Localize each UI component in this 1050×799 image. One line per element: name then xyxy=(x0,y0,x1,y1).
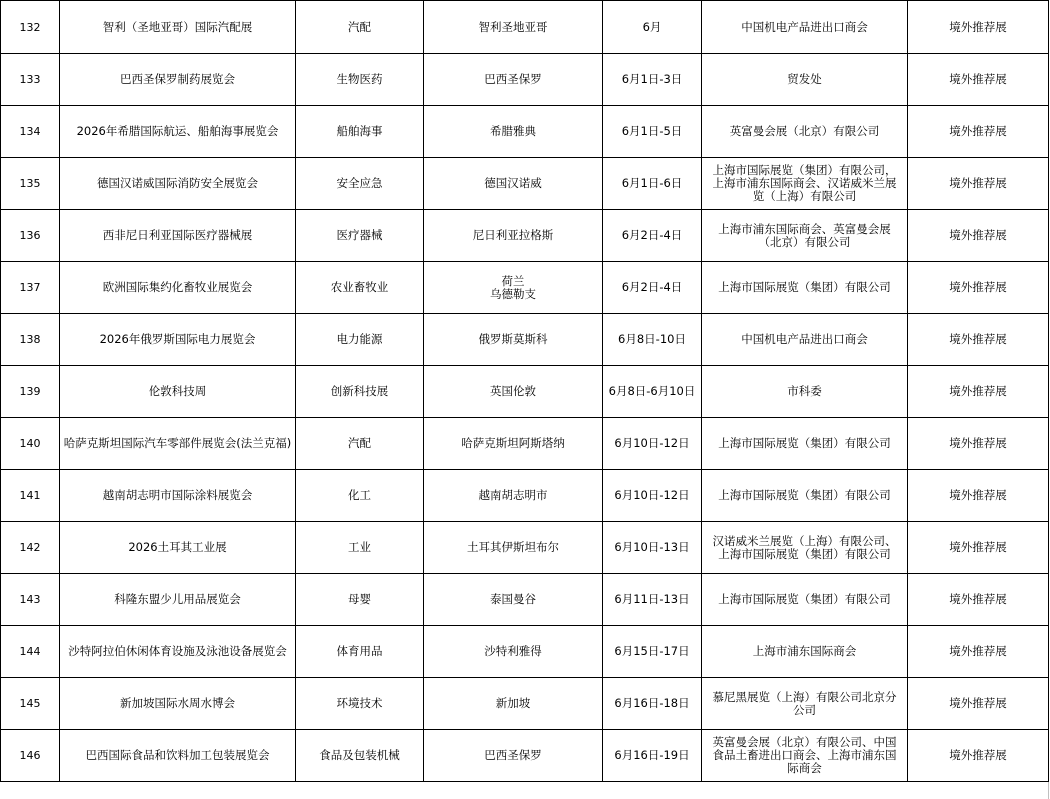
serial-number-cell[interactable]: 144 xyxy=(1,626,60,678)
exhibition-name-cell[interactable]: 伦敦科技周 xyxy=(60,366,296,418)
industry-cell[interactable]: 电力能源 xyxy=(296,314,424,366)
serial-number-cell[interactable]: 143 xyxy=(1,574,60,626)
exhibition-name-cell[interactable]: 2026年希腊国际航运、船舶海事展览会 xyxy=(60,106,296,158)
exhibition-type-cell[interactable]: 境外推荐展 xyxy=(908,574,1049,626)
date-cell[interactable]: 6月2日-4日 xyxy=(603,210,702,262)
date-cell[interactable]: 6月16日-19日 xyxy=(603,730,702,782)
serial-number-cell[interactable]: 135 xyxy=(1,158,60,210)
organizer-cell[interactable]: 中国机电产品进出口商会 xyxy=(702,1,908,54)
destination-cell[interactable]: 巴西圣保罗 xyxy=(424,730,603,782)
organizer-cell[interactable]: 中国机电产品进出口商会 xyxy=(702,314,908,366)
organizer-cell[interactable]: 市科委 xyxy=(702,366,908,418)
industry-cell[interactable]: 环境技术 xyxy=(296,678,424,730)
table-row xyxy=(1,366,1049,418)
table-row xyxy=(1,470,1049,522)
destination-cell[interactable]: 土耳其伊斯坦布尔 xyxy=(424,522,603,574)
industry-cell[interactable]: 母婴 xyxy=(296,574,424,626)
exhibition-name-cell[interactable]: 哈萨克斯坦国际汽车零部件展览会(法兰克福) xyxy=(60,418,296,470)
date-cell[interactable]: 6月16日-18日 xyxy=(603,678,702,730)
exhibition-name-cell[interactable]: 巴西国际食品和饮料加工包装展览会 xyxy=(60,730,296,782)
industry-cell[interactable]: 农业畜牧业 xyxy=(296,262,424,314)
table-row xyxy=(1,158,1049,210)
exhibition-name-cell[interactable]: 新加坡国际水周水博会 xyxy=(60,678,296,730)
date-cell[interactable]: 6月10日-12日 xyxy=(603,470,702,522)
table-row xyxy=(1,418,1049,470)
serial-number-cell[interactable]: 145 xyxy=(1,678,60,730)
destination-cell[interactable]: 英国伦敦 xyxy=(424,366,603,418)
date-cell[interactable]: 6月8日-6月10日 xyxy=(603,366,702,418)
organizer-cell[interactable]: 上海市国际展览（集团）有限公司 xyxy=(702,470,908,522)
serial-number-cell[interactable]: 140 xyxy=(1,418,60,470)
organizer-cell[interactable]: 上海市国际展览（集团）有限公司， 上海市浦东国际商会、汉诺威米兰展 览（上海）有限公司 xyxy=(702,158,908,210)
destination-cell[interactable]: 哈萨克斯坦阿斯塔纳 xyxy=(424,418,603,470)
date-cell[interactable]: 6月1日-5日 xyxy=(603,106,702,158)
date-cell[interactable]: 6月10日-12日 xyxy=(603,418,702,470)
table-row xyxy=(1,574,1049,626)
exhibition-name-cell[interactable]: 巴西圣保罗制药展览会 xyxy=(60,54,296,106)
exhibition-name-cell[interactable]: 智利（圣地亚哥）国际汽配展 xyxy=(60,1,296,54)
exhibition-type-cell[interactable]: 境外推荐展 xyxy=(908,210,1049,262)
exhibition-type-cell[interactable]: 境外推荐展 xyxy=(908,678,1049,730)
serial-number-cell[interactable]: 138 xyxy=(1,314,60,366)
exhibition-type-cell[interactable]: 境外推荐展 xyxy=(908,470,1049,522)
date-cell[interactable]: 6月2日-4日 xyxy=(603,262,702,314)
table-row xyxy=(1,262,1049,314)
industry-cell[interactable]: 船舶海事 xyxy=(296,106,424,158)
exhibition-type-cell[interactable]: 境外推荐展 xyxy=(908,106,1049,158)
organizer-cell[interactable]: 上海市国际展览（集团）有限公司 xyxy=(702,262,908,314)
exhibition-type-cell[interactable]: 境外推荐展 xyxy=(908,158,1049,210)
exhibition-name-cell[interactable]: 西非尼日利亚国际医疗器械展 xyxy=(60,210,296,262)
table-row xyxy=(1,626,1049,678)
table-row xyxy=(1,730,1049,782)
exhibition-type-cell[interactable]: 境外推荐展 xyxy=(908,418,1049,470)
serial-number-cell[interactable]: 141 xyxy=(1,470,60,522)
serial-number-cell[interactable]: 139 xyxy=(1,366,60,418)
exhibition-name-cell[interactable]: 越南胡志明市国际涂料展览会 xyxy=(60,470,296,522)
serial-number-cell[interactable]: 132 xyxy=(1,1,60,54)
destination-cell[interactable]: 尼日利亚拉格斯 xyxy=(424,210,603,262)
date-cell[interactable]: 6月1日-3日 xyxy=(603,54,702,106)
industry-cell[interactable]: 食品及包装机械 xyxy=(296,730,424,782)
table-row xyxy=(1,678,1049,730)
exhibition-type-cell[interactable]: 境外推荐展 xyxy=(908,262,1049,314)
date-cell[interactable]: 6月1日-6日 xyxy=(603,158,702,210)
exhibition-name-cell[interactable]: 2026土耳其工业展 xyxy=(60,522,296,574)
organizer-cell[interactable]: 上海市国际展览（集团）有限公司 xyxy=(702,418,908,470)
exhibition-name-cell[interactable]: 沙特阿拉伯休闲体育设施及泳池设备展览会 xyxy=(60,626,296,678)
organizer-cell[interactable]: 慕尼黑展览（上海）有限公司北京分 公司 xyxy=(702,678,908,730)
industry-cell[interactable]: 体育用品 xyxy=(296,626,424,678)
organizer-cell[interactable]: 上海市浦东国际商会、英富曼会展 （北京）有限公司 xyxy=(702,210,908,262)
destination-cell[interactable]: 希腊雅典 xyxy=(424,106,603,158)
exhibition-name-cell[interactable]: 2026年俄罗斯国际电力展览会 xyxy=(60,314,296,366)
industry-cell[interactable]: 生物医药 xyxy=(296,54,424,106)
serial-number-cell[interactable]: 134 xyxy=(1,106,60,158)
date-cell[interactable]: 6月 xyxy=(603,1,702,54)
exhibition-name-cell[interactable]: 科隆东盟少儿用品展览会 xyxy=(60,574,296,626)
organizer-cell[interactable]: 英富曼会展（北京）有限公司 xyxy=(702,106,908,158)
industry-cell[interactable]: 医疗器械 xyxy=(296,210,424,262)
serial-number-cell[interactable]: 137 xyxy=(1,262,60,314)
industry-cell[interactable]: 创新科技展 xyxy=(296,366,424,418)
exhibition-name-cell[interactable]: 欧洲国际集约化畜牧业展览会 xyxy=(60,262,296,314)
serial-number-cell[interactable]: 136 xyxy=(1,210,60,262)
exhibition-type-cell[interactable]: 境外推荐展 xyxy=(908,626,1049,678)
serial-number-cell[interactable]: 142 xyxy=(1,522,60,574)
destination-cell[interactable]: 智利圣地亚哥 xyxy=(424,1,603,54)
exhibition-type-cell[interactable]: 境外推荐展 xyxy=(908,314,1049,366)
table-row xyxy=(1,210,1049,262)
organizer-cell[interactable]: 上海市浦东国际商会 xyxy=(702,626,908,678)
exhibition-type-cell[interactable]: 境外推荐展 xyxy=(908,522,1049,574)
date-cell[interactable]: 6月10日-13日 xyxy=(603,522,702,574)
exhibition-type-cell[interactable]: 境外推荐展 xyxy=(908,54,1049,106)
destination-cell[interactable]: 沙特利雅得 xyxy=(424,626,603,678)
exhibition-type-cell[interactable]: 境外推荐展 xyxy=(908,1,1049,54)
date-cell[interactable]: 6月15日-17日 xyxy=(603,626,702,678)
serial-number-cell[interactable]: 146 xyxy=(1,730,60,782)
date-cell[interactable]: 6月8日-10日 xyxy=(603,314,702,366)
table-row xyxy=(1,522,1049,574)
destination-cell[interactable]: 泰国曼谷 xyxy=(424,574,603,626)
industry-cell[interactable]: 安全应急 xyxy=(296,158,424,210)
table-row xyxy=(1,1,1049,54)
organizer-cell[interactable]: 汉诺威米兰展览（上海）有限公司、 上海市国际展览（集团）有限公司 xyxy=(702,522,908,574)
industry-cell[interactable]: 化工 xyxy=(296,470,424,522)
organizer-cell[interactable]: 上海市国际展览（集团）有限公司 xyxy=(702,574,908,626)
destination-cell[interactable]: 巴西圣保罗 xyxy=(424,54,603,106)
table-body xyxy=(1,1,1049,782)
destination-cell[interactable]: 荷兰 乌德勒支 xyxy=(424,262,603,314)
organizer-cell[interactable]: 贸发处 xyxy=(702,54,908,106)
table-row xyxy=(1,314,1049,366)
exhibition-type-cell[interactable]: 境外推荐展 xyxy=(908,730,1049,782)
table-row xyxy=(1,106,1049,158)
destination-cell[interactable]: 越南胡志明市 xyxy=(424,470,603,522)
exhibition-name-cell[interactable]: 德国汉诺威国际消防安全展览会 xyxy=(60,158,296,210)
table-row xyxy=(1,54,1049,106)
serial-number-cell[interactable]: 133 xyxy=(1,54,60,106)
industry-cell[interactable]: 汽配 xyxy=(296,418,424,470)
organizer-cell[interactable]: 英富曼会展（北京）有限公司、中国 食品土畜进出口商会、上海市浦东国 际商会 xyxy=(702,730,908,782)
destination-cell[interactable]: 俄罗斯莫斯科 xyxy=(424,314,603,366)
date-cell[interactable]: 6月11日-13日 xyxy=(603,574,702,626)
exhibition-type-cell[interactable]: 境外推荐展 xyxy=(908,366,1049,418)
destination-cell[interactable]: 德国汉诺威 xyxy=(424,158,603,210)
destination-cell[interactable]: 新加坡 xyxy=(424,678,603,730)
industry-cell[interactable]: 汽配 xyxy=(296,1,424,54)
industry-cell[interactable]: 工业 xyxy=(296,522,424,574)
